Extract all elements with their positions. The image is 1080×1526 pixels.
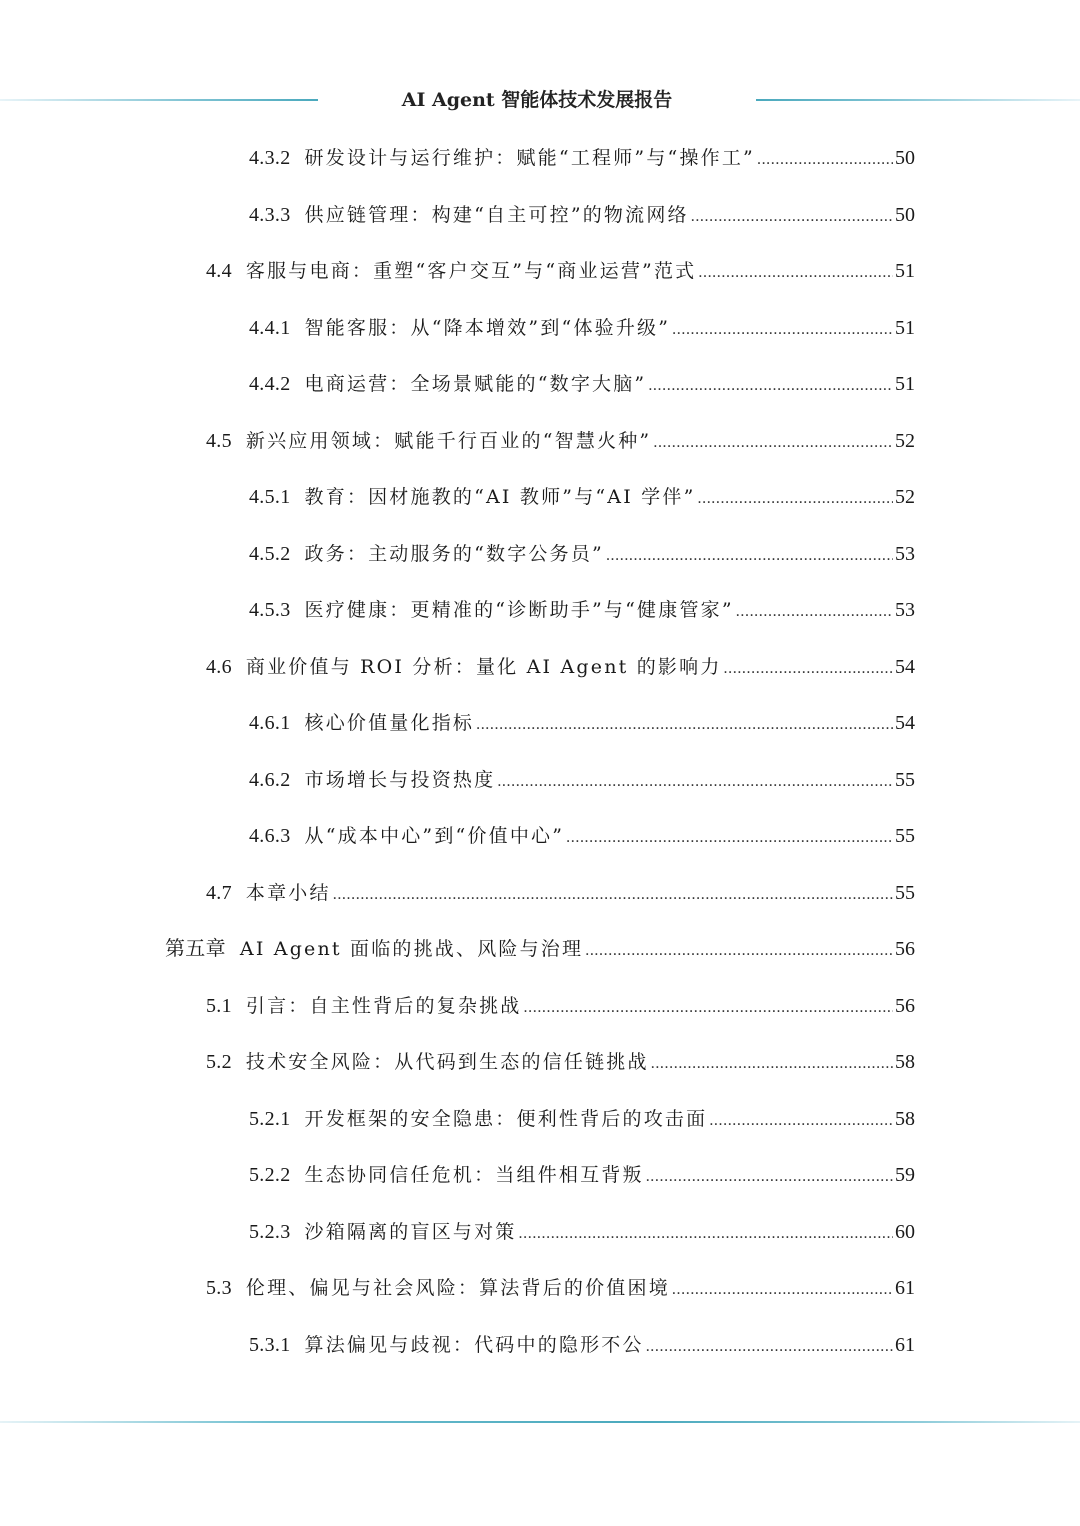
toc-entry-title: 新兴应用领域：赋能千行百业的“智慧火种”	[245, 429, 652, 452]
toc-entry-page: 51	[895, 373, 915, 395]
footer-rule	[0, 1421, 1080, 1423]
toc-dot-leader	[672, 1272, 893, 1308]
toc-entry-number: 4.4.1	[249, 316, 291, 339]
toc-entry[interactable]	[206, 875, 915, 911]
toc-entry-number: 4.6.1	[249, 712, 291, 734]
toc-entry-page: 59	[895, 1164, 915, 1186]
toc-dot-leader	[724, 651, 893, 687]
toc-dot-leader	[672, 312, 893, 348]
toc-entry[interactable]	[206, 988, 915, 1024]
toc-entry-number: 4.7	[206, 881, 232, 904]
toc-entry-number: 5.2.1	[249, 1107, 291, 1130]
toc-dot-leader	[651, 1046, 893, 1082]
toc-entry[interactable]	[249, 1214, 915, 1250]
toc-entry-title: 供应链管理：构建“自主可控”的物流网络	[304, 203, 689, 226]
toc-entry-title: 电商运营：全场景赋能的“数字大脑”	[304, 373, 647, 395]
toc-entry-number: 4.5.1	[249, 486, 291, 508]
toc-entry-number: 5.3	[206, 1277, 232, 1299]
toc-entry[interactable]	[249, 479, 915, 515]
toc-entry-number: 4.5	[206, 429, 232, 452]
toc-entry-title: 伦理、偏见与社会风险：算法背后的价值困境	[245, 1277, 670, 1299]
toc-entry-number: 第五章	[165, 938, 226, 960]
page-header	[0, 86, 1080, 118]
toc-entry-title: 研发设计与运行维护：赋能“工程师”与“操作工”	[304, 147, 755, 169]
toc-entry-number: 4.3.3	[249, 203, 291, 226]
toc-dot-leader	[653, 425, 893, 461]
toc-entry-number: 5.2.2	[249, 1164, 291, 1186]
toc-entry-title: 技术安全风险：从代码到生态的信任链挑战	[245, 1051, 649, 1073]
header-rule-right	[756, 99, 1080, 101]
toc-entry-number: 4.5.2	[249, 542, 291, 565]
toc-entry-number: 4.3.2	[249, 147, 291, 169]
toc-entry[interactable]	[249, 366, 915, 402]
toc-dot-leader	[519, 1216, 893, 1252]
toc-entry-number: 4.5.3	[249, 599, 291, 621]
toc-dot-leader	[497, 764, 893, 800]
toc-entry-page: 56	[895, 938, 915, 960]
toc-entry[interactable]	[206, 1270, 915, 1306]
toc-entry-title: 客服与电商：重塑“客户交互”与“商业运营”范式	[245, 260, 697, 282]
toc-entry-page: 56	[895, 994, 915, 1017]
toc-entry-page: 51	[895, 316, 915, 339]
toc-entry-title: 从“成本中心”到“价值中心”	[304, 825, 565, 847]
toc-entry-number: 4.6	[206, 655, 232, 678]
toc-entry[interactable]	[249, 1157, 915, 1193]
toc-entry[interactable]	[249, 536, 915, 572]
toc-entry[interactable]	[206, 1044, 915, 1080]
toc-entry[interactable]	[249, 310, 915, 346]
toc-entry[interactable]	[249, 818, 915, 854]
toc-entry-page: 61	[895, 1277, 915, 1299]
toc-entry-title: 开发框架的安全隐患：便利性背后的攻击面	[304, 1107, 708, 1130]
toc-entry-page: 54	[895, 655, 915, 678]
toc-entry-title: 沙箱隔离的盲区与对策	[304, 1220, 517, 1243]
toc-entry-title: 医疗健康：更精准的“诊断助手”与“健康管家”	[304, 599, 734, 621]
toc-dot-leader	[333, 877, 893, 913]
toc-dot-leader	[691, 199, 893, 235]
toc-entry-title: 政务：主动服务的“数字公务员”	[304, 542, 604, 565]
toc-entry-number: 5.1	[206, 994, 232, 1017]
toc-entry-number: 4.6.3	[249, 825, 291, 847]
toc-entry-page: 50	[895, 147, 915, 169]
toc-entry-page: 61	[895, 1333, 915, 1356]
toc-entry-page: 53	[895, 599, 915, 621]
toc-dot-leader	[646, 1159, 893, 1195]
toc-entry-page: 52	[895, 429, 915, 452]
toc-entry-title: 市场增长与投资热度	[304, 768, 496, 791]
toc-entry[interactable]	[249, 197, 915, 233]
toc-dot-leader	[709, 1103, 893, 1139]
toc-dot-leader	[648, 368, 893, 404]
toc-dot-leader	[757, 142, 893, 178]
toc-entry-page: 51	[895, 260, 915, 282]
toc-dot-leader	[476, 707, 893, 743]
toc-entry[interactable]	[249, 592, 915, 628]
toc-entry[interactable]	[249, 1101, 915, 1137]
toc-entry-page: 50	[895, 203, 915, 226]
toc-entry-page: 58	[895, 1051, 915, 1073]
header-rule-left	[0, 99, 318, 101]
toc-entry[interactable]	[249, 1327, 915, 1363]
toc-dot-leader	[698, 481, 894, 517]
toc-entry-title: AI Agent 面临的挑战、风险与治理	[239, 938, 584, 960]
toc-dot-leader	[524, 990, 893, 1026]
toc-entry-page: 55	[895, 825, 915, 847]
toc-entry-title: 算法偏见与歧视：代码中的隐形不公	[304, 1333, 644, 1356]
header-title: AI Agent 智能体技术发展报告	[401, 89, 673, 111]
toc-entry-number: 5.2	[206, 1051, 232, 1073]
toc-entry-number: 5.3.1	[249, 1333, 291, 1356]
toc-entry-title: 本章小结	[245, 881, 331, 904]
toc-entry[interactable]	[165, 931, 915, 967]
toc-entry-title: 核心价值量化指标	[304, 712, 475, 734]
toc-entry-page: 52	[895, 486, 915, 508]
toc-entry-page: 55	[895, 768, 915, 791]
toc-dot-leader	[606, 538, 893, 574]
toc-entry-number: 4.4	[206, 260, 232, 282]
toc-entry[interactable]	[206, 649, 915, 685]
toc-entry[interactable]	[249, 762, 915, 798]
toc-entry-page: 54	[895, 712, 915, 734]
toc-entry[interactable]	[206, 423, 915, 459]
toc-entry-title: 生态协同信任危机：当组件相互背叛	[304, 1164, 644, 1186]
toc-dot-leader	[646, 1329, 893, 1365]
toc-entry-page: 60	[895, 1220, 915, 1243]
toc-dot-leader	[736, 594, 893, 630]
toc-entry-title: 智能客服：从“降本增效”到“体验升级”	[304, 316, 671, 339]
toc-entry-page: 55	[895, 881, 915, 904]
toc-entry-number: 4.4.2	[249, 373, 291, 395]
toc-dot-leader	[566, 820, 893, 856]
toc-entry[interactable]	[249, 140, 915, 176]
toc-entry[interactable]	[206, 253, 915, 289]
toc-entry-page: 53	[895, 542, 915, 565]
toc-entry[interactable]	[249, 705, 915, 741]
toc-entry-title: 引言：自主性背后的复杂挑战	[245, 994, 522, 1017]
toc-dot-leader	[698, 255, 893, 291]
toc-dot-leader	[585, 933, 893, 969]
toc-entry-page: 58	[895, 1107, 915, 1130]
toc-entry-title: 教育：因材施教的“AI 教师”与“AI 学伴”	[304, 486, 696, 508]
toc-entry-number: 4.6.2	[249, 768, 291, 791]
toc-entry-number: 5.2.3	[249, 1220, 291, 1243]
toc-entry-title: 商业价值与 ROI 分析：量化 AI Agent 的影响力	[245, 655, 722, 678]
